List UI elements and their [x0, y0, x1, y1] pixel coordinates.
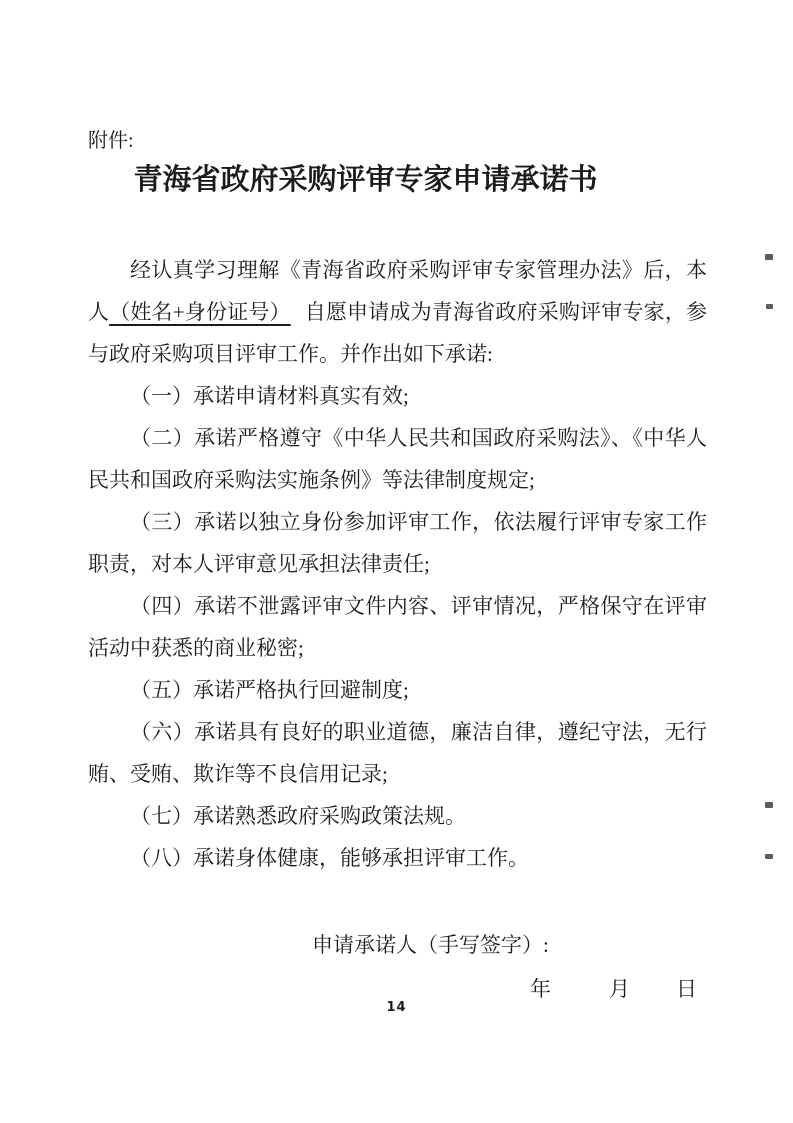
signature-label: 申请承诺人（手写签字）:: [312, 933, 549, 957]
commitment-item-5: （五）承诺严格执行回避制度;: [130, 678, 409, 702]
intro-paragraph: [88, 249, 707, 375]
page-number: 14: [386, 1000, 407, 1015]
body-text: [88, 249, 707, 879]
scan-artifact: [765, 854, 773, 859]
attachment-label: 附件:: [88, 130, 134, 152]
signature-line: [88, 923, 707, 967]
commitment-item-1: （一）承诺申请材料真实有效;: [130, 384, 409, 408]
commitment-item-2: （二）承诺严格遵守《中华人民共和国政府采购法》、《中华人民共和国政府采购法实施条例》等法律制度规定;: [88, 426, 707, 492]
scan-artifact: [765, 254, 773, 260]
day-label: 日: [676, 977, 697, 1001]
intro-text-pre: 经认真学习理解《青海省政府采购评审专家管理办法》后，本人: [88, 258, 707, 324]
commitment-item-3: （三）承诺以独立身份参加评审工作，依法履行评审专家工作职责，对本人评审意见承担法律责任;: [88, 510, 707, 576]
scan-artifact: [766, 304, 773, 309]
month-label: 月: [609, 977, 630, 1001]
commitment-item-6: （六）承诺具有良好的职业道德，廉洁自律，遵纪守法，无行贿、受贿、欺诈等不良信用记录;: [88, 720, 707, 786]
name-id-blank: （姓名+身份证号）: [109, 300, 291, 324]
commitment-item-8: （八）承诺身体健康，能够承担评审工作。: [130, 846, 529, 870]
scan-artifact: [765, 802, 773, 808]
year-label: 年: [530, 977, 551, 1001]
signature-block: [88, 923, 707, 1011]
document-content: [0, 128, 793, 1011]
commitment-item-4: （四）承诺不泄露评审文件内容、评审情况，严格保守在评审活动中获悉的商业秘密;: [88, 594, 707, 660]
page-title: 青海省政府采购评审专家申请承诺书: [133, 164, 598, 196]
commitment-item-7: （七）承诺熟悉政府采购政策法规。: [130, 804, 466, 828]
intro-text-post: 自愿申请成为青海省政府采购评审专家，参与政府采购项目评审工作。并作出如下承诺:: [88, 300, 708, 366]
